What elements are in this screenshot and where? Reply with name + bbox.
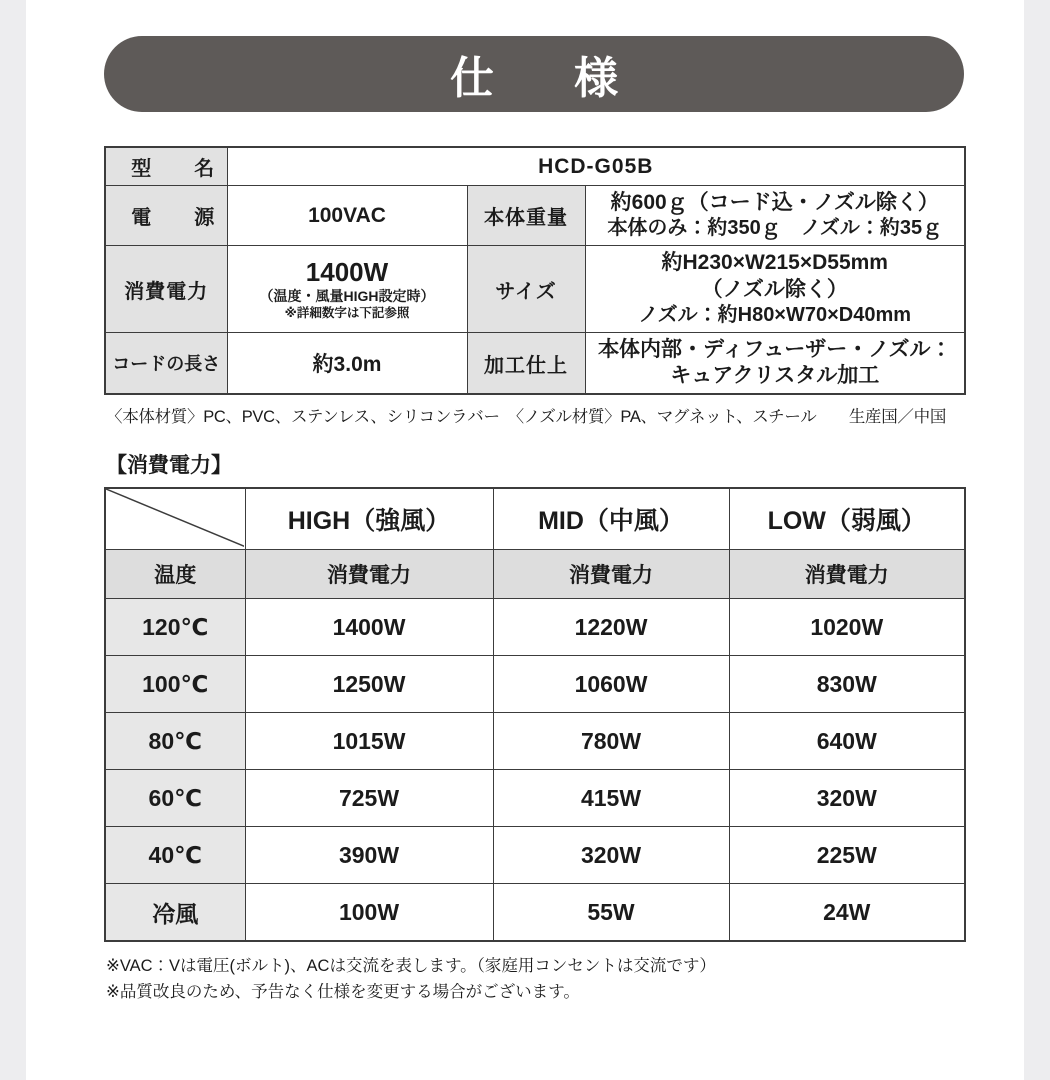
temperature-cell: 100℃: [105, 656, 245, 713]
power-value-mid: 320W: [493, 827, 729, 884]
spec-value-weight: [585, 186, 965, 246]
footnotes: [106, 954, 964, 1005]
spec-value-weight-line2: 本体のみ：約350ｇ ノズル：約35ｇ: [607, 217, 943, 240]
spec-label-power-source: 電 源: [105, 186, 227, 246]
table-corner-cell: [105, 488, 245, 550]
spec-value-finish: [585, 332, 965, 394]
page-title: 仕 様: [450, 54, 636, 103]
spec-value-finish-line2: キュアクリスタル加工: [670, 364, 880, 387]
table-row: [105, 884, 965, 942]
power-value-high: 725W: [245, 770, 493, 827]
power-value-mid: 55W: [493, 884, 729, 942]
temperature-cell: 40℃: [105, 827, 245, 884]
spec-value-model: HCD-G05B: [227, 147, 965, 186]
power-value-low: 225W: [729, 827, 965, 884]
footnote-item: ※品質改良のため、予告なく仕様を変更する場合がございます。: [106, 982, 580, 1001]
power-value-mid: 780W: [493, 713, 729, 770]
table-row: [105, 147, 965, 186]
table-row: [105, 656, 965, 713]
power-value-low: 24W: [729, 884, 965, 942]
table-header-row: [105, 488, 965, 550]
page-right-margin: [1024, 0, 1050, 1080]
power-value-high: 1250W: [245, 656, 493, 713]
page-title-banner: [104, 36, 964, 112]
column-header-mid: MID（中風）: [493, 488, 729, 550]
power-value-high: 1400W: [245, 599, 493, 656]
power-value-low: 830W: [729, 656, 965, 713]
spec-value-weight-line1: 約600ｇ（コード込・ノズル除く）: [610, 191, 939, 214]
sheet-body: [26, 0, 1024, 1080]
table-row: [105, 186, 965, 246]
footnote-item: ※VAC：Vは電圧(ボルト)、ACは交流を表します。（家庭用コンセントは交流です）: [106, 957, 716, 976]
material-note: 〈本体材質〉PC、PVC、ステンレス、シリコンラバー 〈ノズル材質〉PA、マグネット、スチール 生産国／中国: [106, 408, 947, 427]
column-header-high: HIGH（強風）: [245, 488, 493, 550]
spec-label-cord-length: コードの長さ: [105, 332, 227, 394]
spec-value-size: [585, 246, 965, 333]
power-value-mid: 1220W: [493, 599, 729, 656]
power-value-mid: 1060W: [493, 656, 729, 713]
spec-value-cord-length: 約3.0m: [227, 332, 467, 394]
table-row: [105, 827, 965, 884]
power-value-low: 1020W: [729, 599, 965, 656]
subheader-consumption-high: 消費電力: [245, 550, 493, 599]
table-row: [105, 713, 965, 770]
spec-label-size: サイズ: [467, 246, 585, 333]
power-section-heading: 【消費電力】: [106, 454, 232, 478]
power-consumption-table: [104, 487, 966, 942]
subheader-consumption-mid: 消費電力: [493, 550, 729, 599]
row-header-temperature: 温度: [105, 550, 245, 599]
temperature-cell: 冷風: [105, 884, 245, 942]
table-row: [105, 332, 965, 394]
subheader-consumption-low: 消費電力: [729, 550, 965, 599]
power-value-high: 100W: [245, 884, 493, 942]
power-value-mid: 415W: [493, 770, 729, 827]
spec-label-weight: 本体重量: [467, 186, 585, 246]
spec-label-finish: 加工仕上: [467, 332, 585, 394]
spec-value-size-line1: 約H230×W215×D55mm: [661, 251, 888, 275]
diagonal-slash-icon: [106, 489, 244, 546]
spec-label-consumption: 消費電力: [105, 246, 227, 333]
spec-value-size-line2: （ノズル除く）: [701, 277, 848, 301]
spec-value-consumption-note2: ※詳細数字は下記参照: [284, 306, 410, 321]
specification-table: [104, 146, 966, 395]
spec-value-power-source: 100VAC: [227, 186, 467, 246]
power-value-low: 320W: [729, 770, 965, 827]
spec-value-size-line3: ノズル：約H80×W70×D40mm: [638, 303, 912, 326]
table-row: [105, 246, 965, 333]
temperature-cell: 60℃: [105, 770, 245, 827]
table-subheader-row: [105, 550, 965, 599]
temperature-cell: 120℃: [105, 599, 245, 656]
spec-value-finish-line1: 本体内部・ディフューザー・ノズル：: [598, 337, 952, 361]
column-header-low: LOW（弱風）: [729, 488, 965, 550]
power-value-high: 1015W: [245, 713, 493, 770]
page-left-margin: [0, 0, 26, 1080]
table-row: [105, 599, 965, 656]
temperature-cell: 80℃: [105, 713, 245, 770]
power-value-low: 640W: [729, 713, 965, 770]
power-value-high: 390W: [245, 827, 493, 884]
spec-label-model: 型 名: [105, 147, 227, 186]
table-row: [105, 770, 965, 827]
spec-value-consumption-main: 1400W: [305, 256, 389, 287]
spec-value-consumption-note1: （温度・風量HIGH設定時）: [259, 287, 435, 304]
spec-value-consumption: [227, 246, 467, 333]
